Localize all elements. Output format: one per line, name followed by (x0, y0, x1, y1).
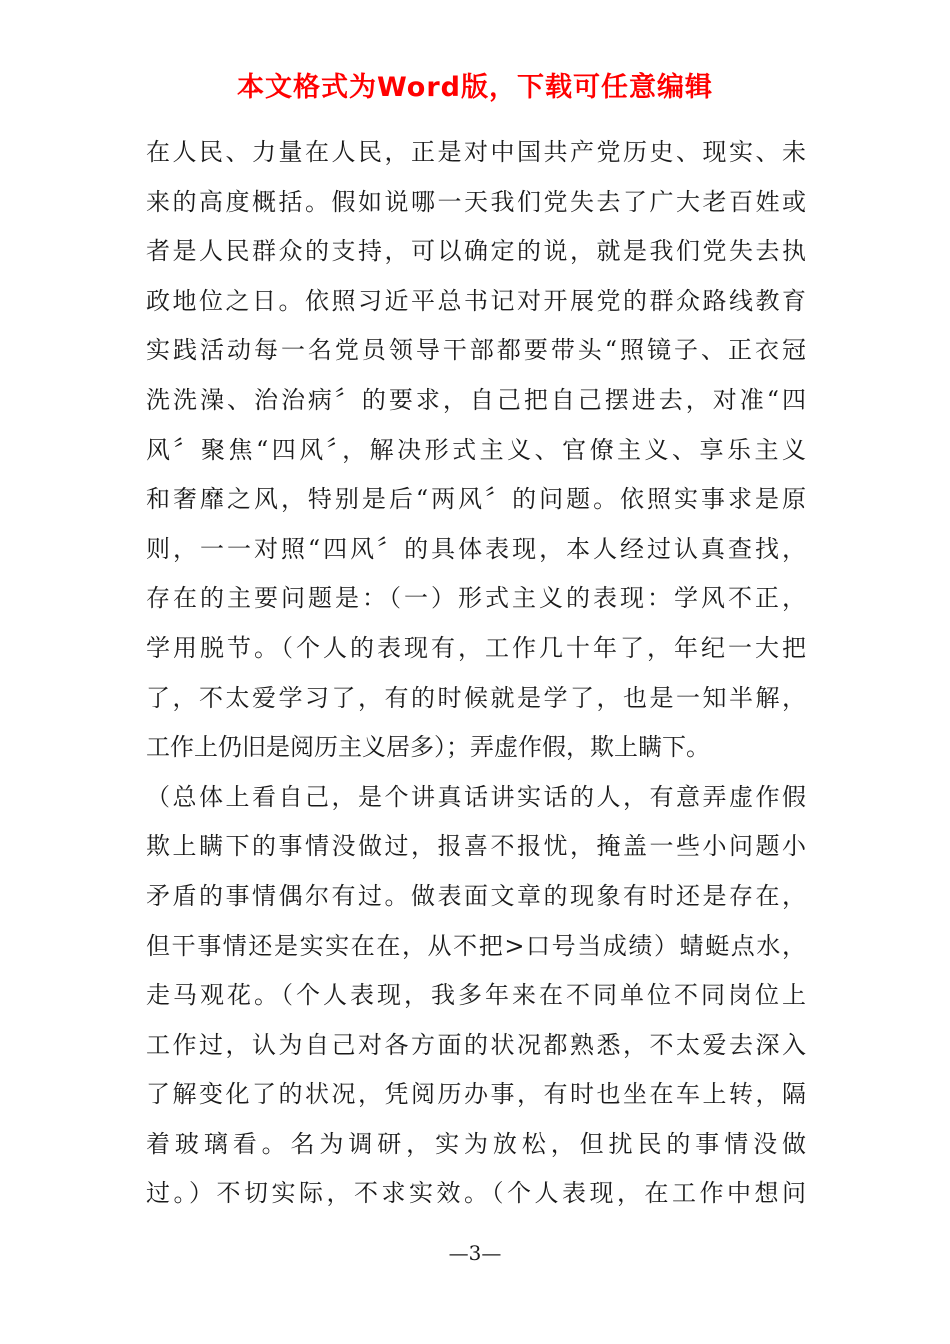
page-number: —3— (448, 1241, 502, 1265)
text-line: 了，不太爱学习了，有的时候就是学了，也是一知半解， (146, 683, 806, 712)
text-line: 则，一一对照“四风〞的具体表现，本人经过认真查找， (146, 534, 806, 563)
text-line: 实践活动每一名党员领导干部都要带头“照镜子、正衣冠 (146, 336, 806, 365)
text-line: （总体上看自己，是个讲真话讲实话的人，有意弄虚作假 (146, 782, 806, 811)
text-line: 了解变化了的状况，凭阅历办事，有时也坐在车上转，隔 (146, 1080, 806, 1109)
text-line: 欺上瞒下的事情没做过，报喜不报忧，掩盖一些小问题小 (146, 832, 806, 861)
text-line: 学用脱节。（个人的表现有，工作几十年了，年纪一大把 (146, 633, 806, 662)
text-line: 矛盾的事情偶尔有过。做表面文章的现象有时还是存在， (146, 881, 806, 910)
body-text (146, 128, 806, 1219)
text-line: 风〞聚焦“四风〞，解决形式主义、官僚主义、享乐主义 (146, 435, 806, 464)
text-line: 工作上仍旧是阅历主义居多）；弄虚作假，欺上瞒下。 (146, 733, 710, 762)
text-line: 者是人民群众的支持，可以确定的说，就是我们党失去执 (146, 237, 806, 266)
text-line: 和奢靡之风，特别是后“两风〞的问题。依照实事求是原 (146, 485, 806, 514)
text-line: 工作过，认为自己对各方面的状况都熟悉，不太爱去深入 (146, 1030, 806, 1059)
text-line: 政地位之日。依照习近平总书记对开展党的群众路线教育 (146, 286, 806, 315)
header-banner: 本文格式为Word版，下载可任意编辑 (236, 72, 713, 103)
text-line: 但干事情还是实实在在，从不把>口号当成绩）蜻蜓点水， (146, 931, 806, 960)
text-line: 存在的主要问题是：（一）形式主义的表现：学风不正， (146, 584, 806, 613)
text-line: 来的高度概括。假如说哪一天我们党失去了广大老百姓或 (146, 187, 806, 216)
text-line: 走马观花。（个人表现，我多年来在不同单位不同岗位上 (146, 981, 806, 1010)
text-line: 过。）不切实际，不求实效。（个人表现，在工作中想问 (146, 1179, 806, 1208)
text-line: 在人民、力量在人民，正是对中国共产党历史、现实、未 (146, 138, 806, 166)
text-line: 洗洗澡、治治病〞的要求，自己把自己摆进去，对准“四 (146, 385, 806, 414)
text-line: 着玻璃看。名为调研，实为放松，但扰民的事情没做 (146, 1129, 806, 1158)
